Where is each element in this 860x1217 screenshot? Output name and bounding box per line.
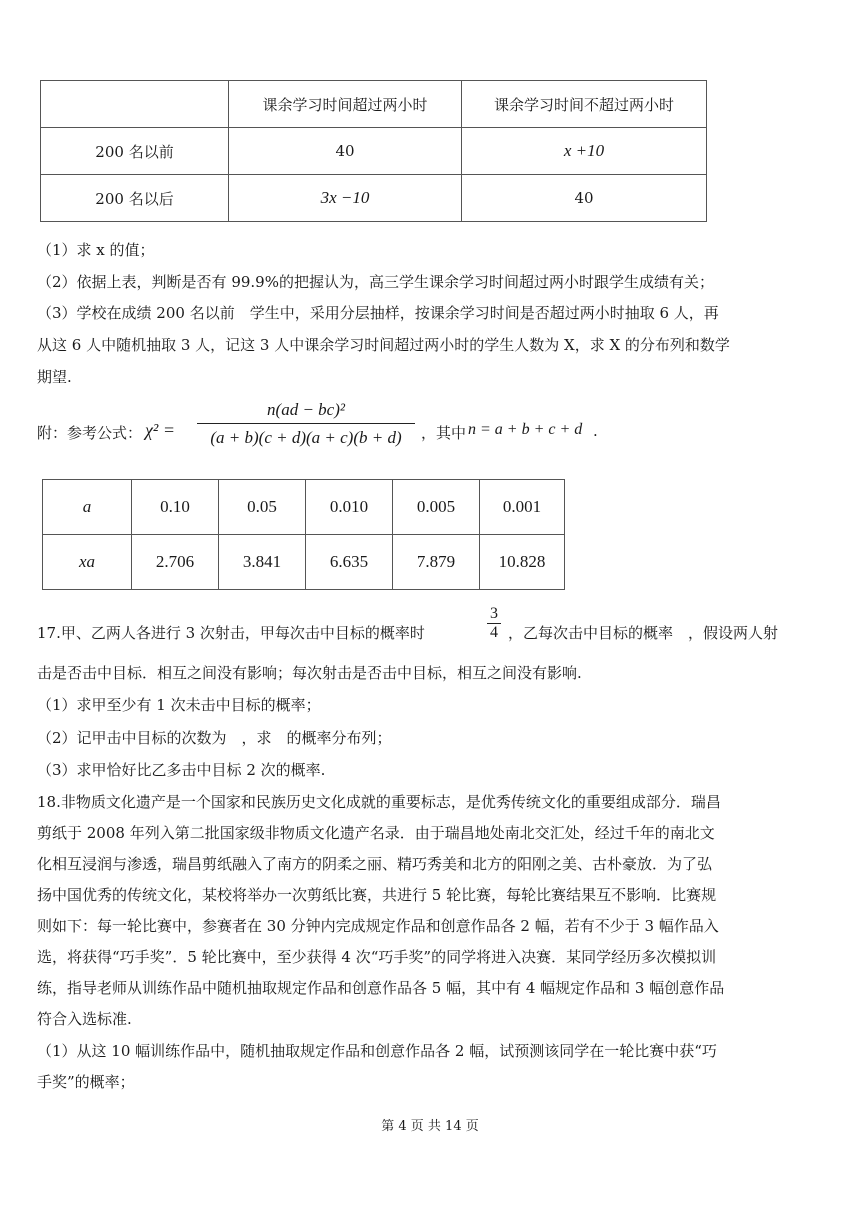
- table-cell: 7.879: [393, 535, 480, 590]
- table-cell: 200 名以后: [41, 175, 229, 222]
- q16-part3-line2: 从这 6 人中随机抽取 3 人，记这 3 人中课余学习时间超过两小时的学生人数为 X，求 X 的分布列和数学: [37, 336, 730, 354]
- q17-fraction: [487, 605, 501, 642]
- study-time-table: [40, 80, 707, 222]
- table-cell: 200 名以前: [41, 128, 229, 175]
- q18-line1: 18.非物质文化遗产是一个国家和民族历史文化成就的重要标志，是优秀传统文化的重要组成部分．瑞昌: [37, 793, 721, 811]
- page-footer: 第 4 页 共 14 页: [381, 1119, 479, 1134]
- table-cell: 3.841: [219, 535, 306, 590]
- q17-line2: 击是否击中目标．相互之间没有影响；每次射击是否击中目标，相互之间没有影响.: [37, 664, 582, 682]
- table-cell: [41, 81, 229, 128]
- q18-line6: 选，将获得“巧手奖”．5 轮比赛中，至少获得 4 次“巧手奖”的同学将进入决赛．某同学经历多次模拟训: [37, 948, 717, 966]
- table-row: [41, 175, 707, 222]
- table-cell: 0.10: [132, 480, 219, 535]
- table-cell: x +10: [462, 128, 707, 175]
- formula-prefix: 附：参考公式：: [37, 424, 143, 442]
- formula-suffix: ，其中: [421, 424, 467, 442]
- table-cell: 0.010: [306, 480, 393, 535]
- table-cell: 0.05: [219, 480, 306, 535]
- chi-square-formula: [37, 400, 837, 463]
- table-cell: 10.828: [480, 535, 565, 590]
- q18-line8: 符合入选标准.: [37, 1010, 132, 1028]
- table-cell: 40: [462, 175, 707, 222]
- q17-line1b: ，乙每次击中目标的概率 ，假设两人射: [508, 624, 779, 642]
- table-cell: 0.005: [393, 480, 480, 535]
- q17-part2: （2）记甲击中目标的次数为 ，求 的概率分布列；: [37, 729, 392, 747]
- q16-part3-line1: （3）学校在成绩 200 名以前 学生中，采用分层抽样，按课余学习时间是否超过两小时抽取 6 人，再: [37, 304, 719, 322]
- q18-line5: 则如下：每一轮比赛中，参赛者在 30 分钟内完成规定作品和创意作品各 2 幅，若有不少于 3 幅作品入: [37, 917, 719, 935]
- formula-end: .: [593, 422, 598, 440]
- q16-part2: （2）依据上表，判断是否有 99.9%的把握认为，高三学生课余学习时间超过两小时跟学生成绩有关；: [37, 273, 714, 291]
- q18-line7: 练，指导老师从训练作品中随机抽取规定作品和创意作品各 5 幅，其中有 4 幅规定作品和 3 幅创意作品: [37, 979, 725, 997]
- q17-line1a: 17.甲、乙两人各进行 3 次射击，甲每次击中目标的概率时: [37, 624, 425, 642]
- table-cell: 2.706: [132, 535, 219, 590]
- table-cell: 课余学习时间不超过两小时: [462, 81, 707, 128]
- table-cell: 40: [229, 128, 462, 175]
- q18-part1-line1: （1）从这 10 幅训练作品中，随机抽取规定作品和创意作品各 2 幅，试预测该同学在一轮比赛中获“巧: [37, 1042, 717, 1060]
- formula-n-definition: n = a + b + c + d: [468, 421, 583, 438]
- q16-part3-line3: 期望.: [37, 368, 72, 386]
- table-row: [43, 535, 565, 590]
- formula-fraction: [197, 397, 415, 452]
- q18-line3: 化相互浸润与渗透，瑞昌剪纸融入了南方的阴柔之丽、精巧秀美和北方的阳刚之美、古朴豪放．为了弘: [37, 855, 713, 873]
- table-cell: 0.001: [480, 480, 565, 535]
- table-row: [41, 128, 707, 175]
- critical-value-table: [42, 479, 565, 590]
- q18-line4: 扬中国优秀的传统文化，某校将举办一次剪纸比赛，共进行 5 轮比赛，每轮比赛结果互不影响．比赛规: [37, 886, 717, 904]
- formula-lhs: χ² =: [145, 420, 175, 440]
- q17-part1: （1）求甲至少有 1 次未击中目标的概率；: [37, 696, 321, 714]
- fraction-numerator: 3: [490, 605, 498, 622]
- table-cell: xa: [43, 535, 132, 590]
- q16-part1: （1）求 x 的值；: [37, 241, 155, 259]
- table-cell: 课余学习时间超过两小时: [229, 81, 462, 128]
- table-header-row: [41, 81, 707, 128]
- q17-part3: （3）求甲恰好比乙多击中目标 2 次的概率.: [37, 761, 326, 779]
- table-cell: 6.635: [306, 535, 393, 590]
- formula-denominator: (a + b)(c + d)(a + c)(b + d): [210, 428, 402, 447]
- q18-line2: 剪纸于 2008 年列入第二批国家级非物质文化遗产名录．由于瑞昌地处南北交汇处，经过千年的南北文: [37, 824, 715, 842]
- table-row: [43, 480, 565, 535]
- q18-part1-line2: 手奖”的概率；: [37, 1073, 135, 1091]
- table-cell: 3x −10: [229, 175, 462, 222]
- formula-numerator: n(ad − bc)²: [267, 400, 345, 419]
- fraction-denominator: 4: [490, 624, 498, 641]
- table-cell: a: [43, 480, 132, 535]
